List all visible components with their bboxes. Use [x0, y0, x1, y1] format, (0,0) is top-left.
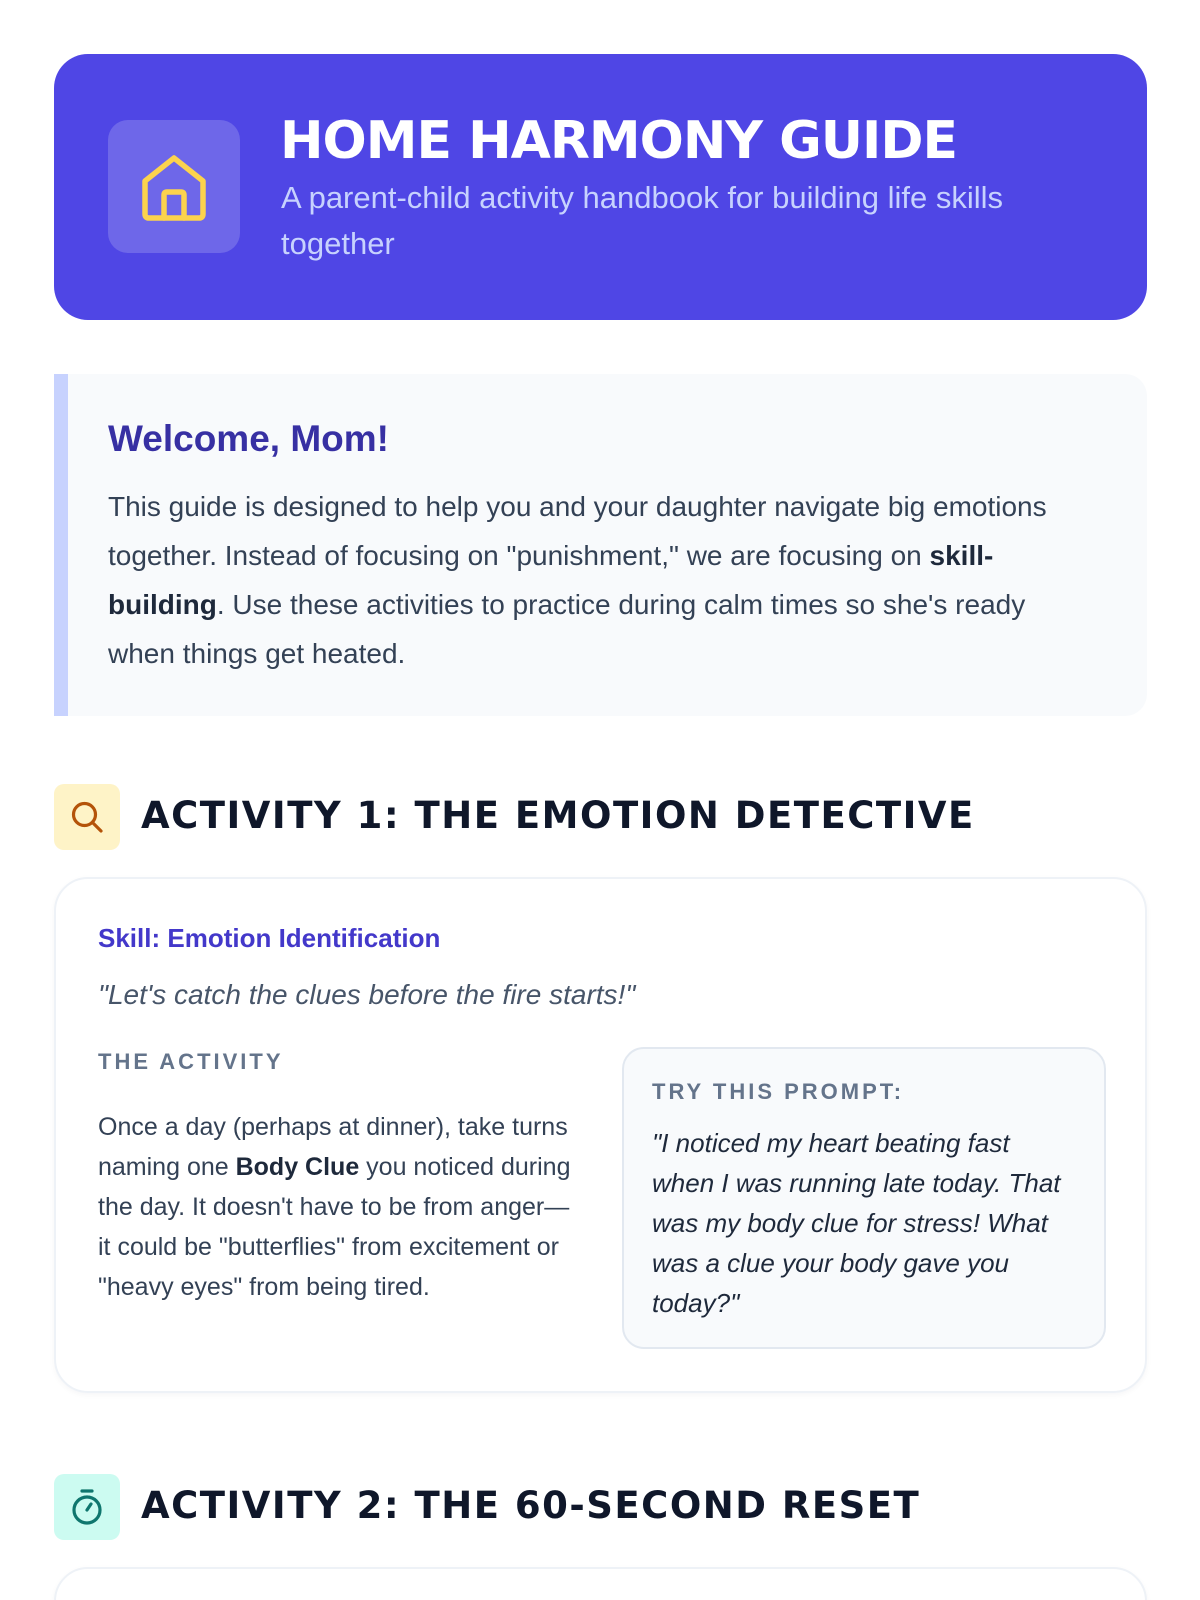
activity-description — [98, 1107, 578, 1307]
stopwatch-icon — [54, 1474, 120, 1540]
activity-1-heading — [54, 784, 1147, 850]
activity-1-title: ACTIVITY 1: THE EMOTION DETECTIVE — [141, 794, 975, 837]
prompt-label: TRY THIS PROMPT: — [652, 1079, 905, 1104]
welcome-body — [108, 482, 1098, 678]
welcome-callout — [54, 374, 1147, 716]
activity-2-title: ACTIVITY 2: THE 60-SECOND RESET — [141, 1484, 921, 1527]
activity-description-emphasis: Body Clue — [235, 1153, 360, 1181]
page-title: HOME HARMONY GUIDE — [280, 111, 958, 171]
welcome-title: Welcome, Mom! — [108, 418, 389, 459]
prompt-box — [622, 1047, 1106, 1349]
home-icon — [108, 120, 240, 253]
activity-1-card — [54, 877, 1147, 1393]
activity-section-label: THE ACTIVITY — [98, 1049, 284, 1074]
activity-description-text-end: you noticed during the day. It doesn't have to be from anger—it could be "butterflies" from excitement or "heavy eyes" from being tired. — [98, 1153, 571, 1301]
activity-description-text: Once a day (perhaps at dinner), take turns naming one — [98, 1113, 568, 1181]
welcome-body-text: This guide is designed to help you and your daughter navigate big emotions together. Instead of focusing on "punishment," we are focusing on — [108, 491, 1047, 571]
skill-label: Skill: Emotion Identification — [98, 923, 441, 953]
header-banner — [54, 54, 1147, 320]
activity-2-heading — [54, 1474, 1147, 1540]
welcome-body-emphasis: skill-building — [108, 540, 994, 620]
magnifier-icon — [54, 784, 120, 850]
activity-2-card — [54, 1567, 1147, 1600]
page-subtitle: A parent-child activity handbook for building life skills together — [281, 180, 1003, 261]
prompt-text: "I noticed my heart beating fast when I was running late today. That was my body clue for stress! What was a clue your body gave you today?" — [652, 1128, 1061, 1318]
activity-quote: "Let's catch the clues before the fire starts!" — [98, 979, 636, 1010]
welcome-body-text-end: . Use these activities to practice during calm times so she's ready when things get heated. — [108, 589, 1026, 669]
